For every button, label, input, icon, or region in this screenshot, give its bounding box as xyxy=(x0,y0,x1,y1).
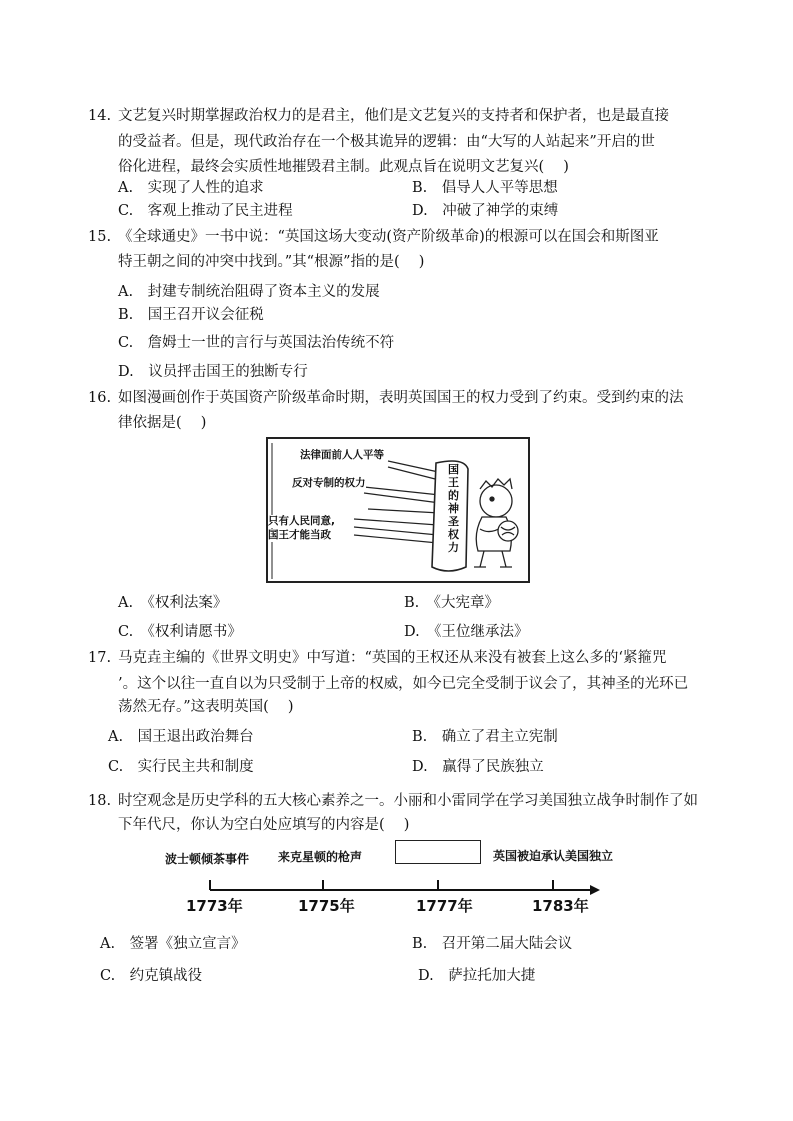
option-b[interactable]: B. 确立了君主立宪制 xyxy=(412,729,558,745)
question-number: 16. xyxy=(88,390,112,406)
question-16-line-1: 16. 如图漫画创作于英国资产阶级革命时期，表明英国国王的权力受到了约束。受到约束的法 xyxy=(88,390,684,406)
timeline-event-boston-tea-party: 波士顿倾茶事件 xyxy=(165,852,250,866)
option-a[interactable]: A. 国王退出政治舞台 xyxy=(108,729,254,745)
timeline-year-1783: 1783年 xyxy=(532,897,589,915)
question-number: 15. xyxy=(88,229,112,245)
cartoon-label-anti-autocracy: 反对专制的权力 xyxy=(292,477,366,489)
option-c[interactable]: C. 詹姆士一世的言行与英国法治传统不符 xyxy=(118,335,395,351)
question-14-line-2: 的受益者。但是，现代政治存在一个极其诡异的逻辑：由“大写的人站起来”开启的世 xyxy=(118,134,655,150)
question-15-line-1: 15. 《全球通史》一书中说：“英国这场大变动(资产阶级革命)的根源可以在国会和斯图亚 xyxy=(88,229,659,245)
timeline-year-1777: 1777年 xyxy=(416,897,473,915)
timeline-event-lexington: 来克星顿的枪声 xyxy=(278,850,363,864)
option-d[interactable]: D. 冲破了神学的束缚 xyxy=(412,203,559,219)
question-number: 17. xyxy=(88,650,112,666)
option-a[interactable]: A. 签署《独立宣言》 xyxy=(100,936,246,952)
option-c[interactable]: C. 《权利请愿书》 xyxy=(118,624,242,640)
question-14-line-3: 俗化进程，最终会实质性地摧毁君主制。此观点旨在说明文艺复兴( ) xyxy=(118,159,569,175)
political-cartoon xyxy=(266,437,530,583)
option-c[interactable]: C. 客观上推动了民主进程 xyxy=(118,203,293,219)
option-d[interactable]: D. 《王位继承法》 xyxy=(404,624,529,640)
shield-text: 国 王 的 神 圣 权 力 xyxy=(448,463,459,554)
question-17-line-3: 荡然无存。”这表明英国( ) xyxy=(118,699,294,715)
timeline-year-1775: 1775年 xyxy=(298,897,355,915)
timeline-year-1773: 1773年 xyxy=(186,897,243,915)
question-17-line-1: 17. 马克垚主编的《世界文明史》中写道：“英国的王权还从来没有被套上这么多的‘紧箍咒 xyxy=(88,650,667,666)
question-15-line-2: 特王朝之间的冲突中找到。”其“根源”指的是( ) xyxy=(118,254,425,270)
option-c[interactable]: C. 约克镇战役 xyxy=(100,968,203,984)
king-figure xyxy=(474,479,518,567)
question-18-line-1: 18. 时空观念是历史学科的五大核心素养之一。小丽和小雷同学在学习美国独立战争时制作了如 xyxy=(88,793,698,809)
option-b[interactable]: B. 国王召开议会征税 xyxy=(118,307,264,323)
option-a[interactable]: A. 《权利法案》 xyxy=(118,595,228,611)
option-a[interactable]: A. 实现了人性的追求 xyxy=(118,180,264,196)
option-d[interactable]: D. 萨拉托加大捷 xyxy=(418,968,536,984)
question-number: 18. xyxy=(88,793,112,809)
option-d[interactable]: D. 议员抨击国王的独断专行 xyxy=(118,364,308,380)
option-b[interactable]: B. 倡导人人平等思想 xyxy=(412,180,558,196)
cartoon-label-equality: 法律面前人人平等 xyxy=(300,449,384,461)
timeline xyxy=(160,838,614,918)
question-number: 14. xyxy=(88,108,112,124)
question-16-line-2: 律依据是( ) xyxy=(118,415,207,431)
option-b[interactable]: B. 召开第二届大陆会议 xyxy=(412,936,573,952)
question-18-line-2: 下年代尺，你认为空白处应填写的内容是( ) xyxy=(118,817,410,833)
option-c[interactable]: C. 实行民主共和制度 xyxy=(108,759,254,775)
question-17-line-2: ’。这个以往一直自以为只受制于上帝的权威，如今已完全受制于议会了，其神圣的光环已 xyxy=(118,676,689,692)
timeline-blank-box[interactable] xyxy=(395,840,481,864)
timeline-event-independence-recognized: 英国被迫承认美国独立 xyxy=(493,849,614,863)
option-a[interactable]: A. 封建专制统治阻碍了资本主义的发展 xyxy=(118,284,380,300)
option-d[interactable]: D. 赢得了民族独立 xyxy=(412,759,544,775)
question-14-line-1: 14. 文艺复兴时期掌握政治权力的是君主，他们是文艺复兴的支持者和保护者，也是最直接 xyxy=(88,108,669,124)
option-b[interactable]: B. 《大宪章》 xyxy=(404,595,500,611)
cartoon-label-consent-2: 国王才能当政 xyxy=(268,529,331,541)
cartoon-label-consent-1: 只有人民同意, xyxy=(268,515,335,527)
